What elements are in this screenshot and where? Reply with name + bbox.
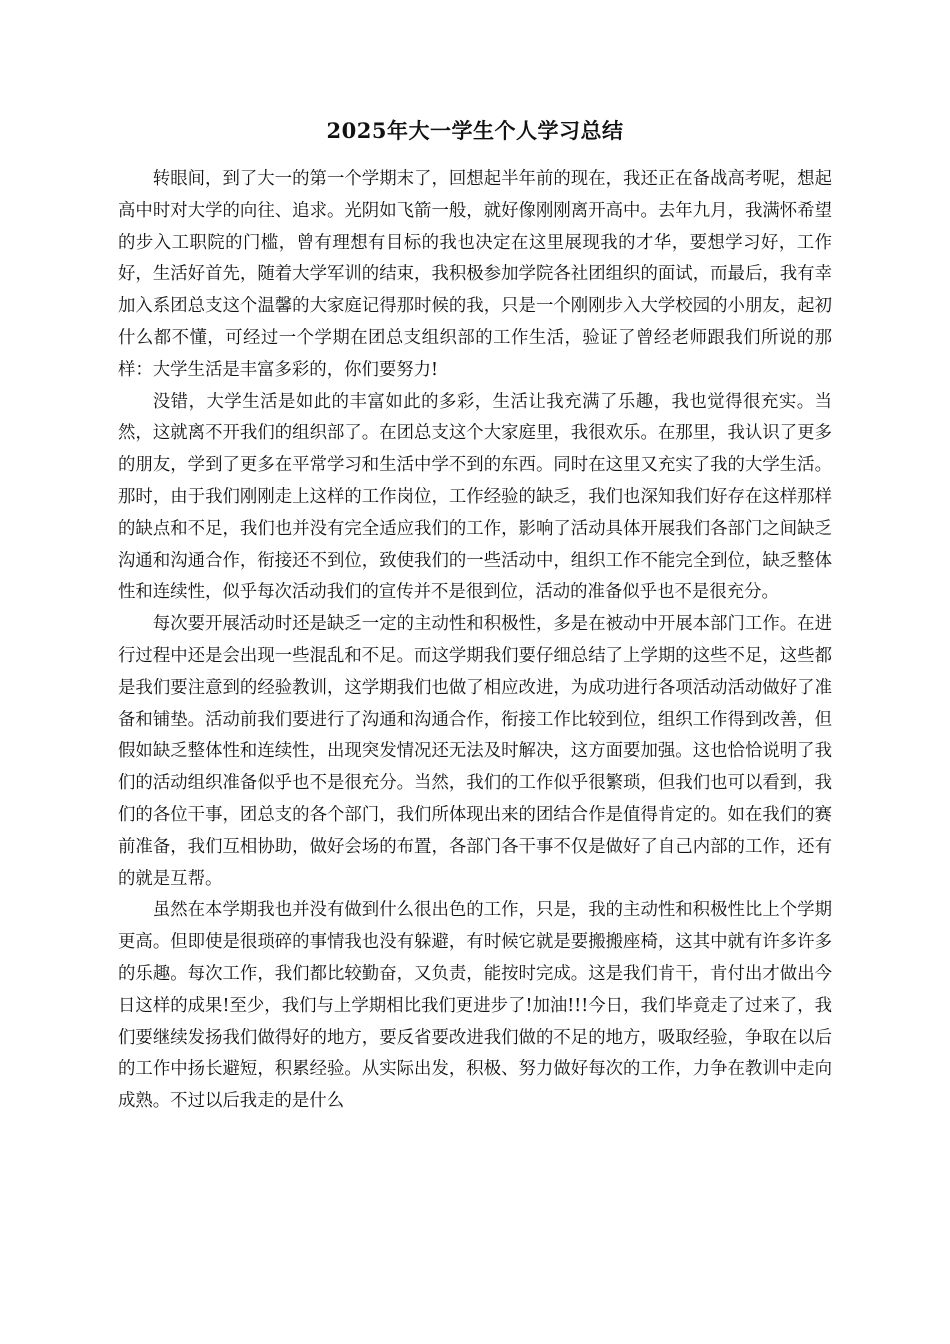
paragraph-1: 转眼间，到了大一的第一个学期末了，回想起半年前的现在，我还正在备战高考呢，想起高中时对大学的向往、追求。光阴如飞箭一般，就好像刚刚离开高中。去年九月，我满怀希望的步入工职院的门槛，曾有理想有目标的我也决定在这里展现我的才华，要想学习好，工作好，生活好首先，随着大学军训的结束，我积极参加学院各社团组织的面试，而最后，我有幸加入系团总支这个温馨的大家庭记得那时候的我，只是一个刚刚步入大学校园的小朋友，起初什么都不懂，可经过一个学期在团总支组织部的工作生活，验证了曾经老师跟我们所说的那样：大学生活是丰富多彩的，你们要努力! [118, 169, 832, 380]
paragraph-4: 虽然在本学期我也并没有做到什么很出色的工作，只是，我的主动性和积极性比上个学期更高。但即使是很琐碎的事情我也没有躲避，有时候它就是要搬搬座椅，这其中就有许多许多的乐趣。每次工作，我们都比较勤奋，又负责，能按时完成。这是我们肯干，肯付出才做出今日这样的成果!至少，我们与上学期相比我们更进步了!加油!!!今日，我们毕竟走了过来了，我们要继续发扬我们做得好的地方，要反省要改进我们做的不足的地方，吸取经验，争取在以后的工作中扬长避短，积累经验。从实际出发，积极、努力做好每次的工作，力争在教训中走向成熟。不过以后我走的是什么 [118, 900, 832, 1112]
paragraph-2: 没错，大学生活是如此的丰富如此的多彩，生活让我充满了乐趣，我也觉得很充实。当然，这就离不开我们的组织部了。在团总支这个大家庭里，我很欢乐。在那里，我认识了更多的朋友，学到了更多在平常学习和生活中学不到的东西。同时在这里又充实了我的大学生活。那时，由于我们刚刚走上这样的工作岗位，工作经验的缺乏，我们也深知我们好存在这样那样的缺点和不足，我们也并没有完全适应我们的工作，影响了活动具体开展我们各部门之间缺乏沟通和沟通合作，衔接还不到位，致使我们的一些活动中，组织工作不能完全到位，缺乏整体性和连续性，似乎每次活动我们的宣传并不是很到位，活动的准备似乎也不是很充分。 [118, 391, 832, 603]
document-body [118, 164, 832, 1118]
paragraph-3: 每次要开展活动时还是缺乏一定的主动性和积极性，多是在被动中开展本部门工作。在进行过程中还是会出现一些混乱和不足。而这学期我们要仔细总结了上学期的这些不足，这些都是我们要注意到的经验教训，这学期我们也做了相应改进，为成功进行各项活动活动做好了准备和铺垫。活动前我们要进行了沟通和沟通合作，衔接工作比较到位，组织工作得到改善，但假如缺乏整体性和连续性，出现突发情况还无法及时解决，这方面要加强。这也恰恰说明了我们的活动组织准备似乎也不是很充分。当然，我们的工作似乎很繁琐，但我们也可以看到，我们的各位干事，团总支的各个部门，我们所体现出来的团结合作是值得肯定的。如在我们的赛前准备，我们互相协助，做好会场的布置，各部门各干事不仅是做好了自己内部的工作，还有的就是互帮。 [118, 614, 832, 889]
document-title: 2025年大一学生个人学习总结 [326, 118, 624, 143]
